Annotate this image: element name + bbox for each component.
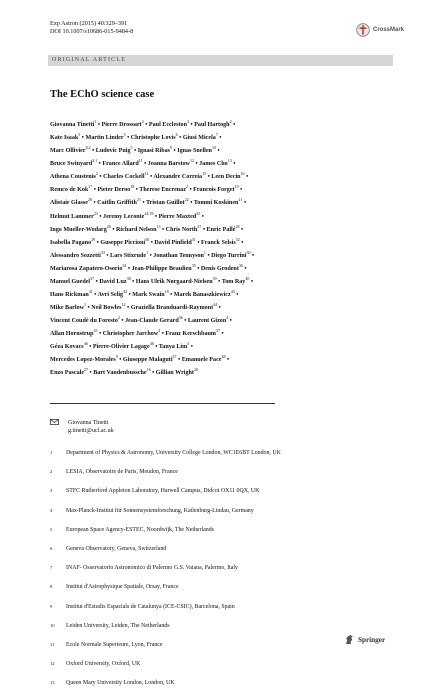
author-line: Mike Barlow$^1$ • Neil Bowles$^{12}$ • Graziella Branduardi-Raymont$^{44}$ • <box>50 302 221 312</box>
author-affiliation-ref: 25 <box>196 210 201 216</box>
author-affiliation-ref: 2 <box>141 119 144 124</box>
author-affiliation-ref: 40 <box>245 275 250 281</box>
author-name: Giuseppe Malaguti <box>122 357 173 364</box>
affiliation-number: 9 <box>50 603 53 609</box>
author-affiliation-ref: 33 <box>100 249 105 255</box>
author-affiliation-ref: 16 <box>240 171 245 177</box>
author-name: Giovanna Tinetti <box>50 122 95 129</box>
author-name: Ludovic Puig <box>95 148 131 155</box>
author-affiliation-ref: 43 <box>230 289 235 295</box>
author-line: Isabella Pagano$^{29}$ • Guseppe Piccioni$^{30}$ • David Pinfield$^{31}$ • Franck Selsis$^{32}$ • <box>50 236 244 246</box>
author-name: Tristan Guillot <box>146 200 185 207</box>
affiliation-item <box>50 680 395 699</box>
footnote-divider <box>50 403 275 404</box>
author-name: Denis Grodent <box>200 265 239 272</box>
affiliation-number: 7 <box>50 565 53 571</box>
author-name: Joanna Barstow <box>147 161 190 168</box>
author-name: David Luz <box>99 278 127 285</box>
author-name: Christophe Lovis <box>130 135 176 142</box>
author-name: Jean-Claude Gerard <box>125 318 179 325</box>
author-name: Jeremy Leconte <box>103 213 145 220</box>
affiliation-text: Max-Planck-Institut für Sonnensystemforschung, Katlenburg-Lindau, Germany <box>66 507 254 514</box>
author-name: Enric Pallé <box>206 226 236 233</box>
author-name: Vincent Coudé du Foresto <box>50 318 118 325</box>
author-line: Bruce Swinyard$^{3,1}$ • France Allard$^{11}$ • Joanna Barstow$^{12}$ • James Cho$^{13}$ • <box>50 158 236 168</box>
author-name: Paul Eccleston <box>148 122 187 129</box>
author-name: Graziella Branduardi-Raymont <box>130 305 214 312</box>
author-name: Neil Bowles <box>91 305 122 312</box>
author-name: Avri Selig <box>97 292 124 299</box>
author-line: Alistair Glasse$^{20}$ • Caitlin Griffith$^{21}$ • Tristan Guillot$^{22}$ • Tommi Koskinen$^{21}$ • <box>50 197 247 207</box>
correspondence-name: Giovanna Tinetti <box>68 420 109 426</box>
author-line: Athena Coustenis$^2$ • Charles Cockell$^{14}$ • Alexandre Correia$^{15}$ • Leen Decin$^{16}$ • <box>50 171 249 181</box>
author-affiliation-ref: 22 <box>184 197 189 203</box>
affiliation-number: 4 <box>50 507 53 513</box>
author-affiliation-ref: 36 <box>238 262 243 268</box>
author-name: Chris North <box>165 226 198 233</box>
affiliation-text: STFC Rutherford Appleton Laboratory, Harwell Campus, Didcot OX11 0QX, UK <box>66 488 260 495</box>
author-name: Lars Stixrude <box>110 252 147 259</box>
author-affiliation-ref: 24,19 <box>144 210 154 216</box>
author-name: Emanuele Pace <box>181 357 222 364</box>
author-line: Alessandro Sozzetti$^{33}$ • Lars Stixrude$^1$ • Jonathan Tennyson$^1$ • Diego Turrini$^{30}$ • <box>50 249 255 259</box>
author-affiliation-ref: 47 <box>172 354 177 360</box>
author-name: Enzo Pascale <box>50 370 85 377</box>
author-name: Therese Encrenaz <box>139 187 186 194</box>
author-line: Kate Isaak$^5$ • Martin Linder$^5$ • Christophe Lovis$^6$ • Giusi Micela$^7$ • <box>50 132 222 142</box>
author-name: Charles Cockell <box>103 174 145 181</box>
affiliation-text: Ecole Normale Superieure, Lyon, France <box>66 641 163 648</box>
author-line: Giovanna Tinetti$^1$ • Pierre Drossart$^2$ • Paul Eccleston$^3$ • Paul Hartogh$^4$ • <box>50 119 236 129</box>
author-affiliation-ref: 8,2 <box>85 145 91 151</box>
affiliation-text: Queen Mary University London, London, UK <box>66 680 175 687</box>
author-affiliation-ref: 1 <box>84 302 87 308</box>
author-affiliation-ref: 46 <box>83 341 88 347</box>
crossmark-label: CrossMark <box>373 27 405 33</box>
affiliation-text: Institut d'Estudis Espacials de Catalunya (ICE-CSIC), Barcelona, Spain <box>66 603 235 610</box>
author-affiliation-ref: 45 <box>93 328 98 334</box>
affiliation-item <box>50 584 395 603</box>
author-list <box>50 117 395 379</box>
author-affiliation-ref: 2 <box>117 315 120 321</box>
article-type: ORIGINAL ARTICLE <box>52 57 127 63</box>
author-name: Remco de Kok <box>50 187 89 194</box>
author-name: Paul Hartogh <box>194 122 230 129</box>
author-name: Alessandro Sozzetti <box>50 252 101 259</box>
author-name: Jonathan Tennyson <box>153 252 204 259</box>
affiliation-item <box>50 450 395 469</box>
author-affiliation-ref: 48 <box>221 354 226 360</box>
author-affiliation-ref: 4 <box>158 328 161 334</box>
author-name: Pierre Drossart <box>101 122 142 129</box>
affiliation-item <box>50 527 395 546</box>
author-affiliation-ref: 19 <box>234 184 239 190</box>
author-name: Alexandre Correia <box>153 174 203 181</box>
author-affiliation-ref: 5 <box>123 132 126 138</box>
affiliation-text: Institut d'Astrophysique Spatiale, Orsay, France <box>66 584 179 591</box>
affiliation-number: 12 <box>50 661 55 667</box>
author-name: France Allard <box>102 161 139 168</box>
author-name: Allan Hornstrup <box>50 331 94 338</box>
author-affiliation-ref: 1 <box>203 249 206 255</box>
author-affiliation-ref: 10 <box>211 145 216 151</box>
author-affiliation-ref: 14 <box>144 171 149 177</box>
author-name: Hans Ulrik Nørgaard-Nielsen <box>135 278 213 285</box>
journal-citation: Exp Astron (2015) 40:329–391 <box>50 20 128 27</box>
author-affiliation-ref: 18 <box>164 289 169 295</box>
author-name: Bruce Swinyard <box>50 161 93 168</box>
author-name: Mariarosa Zapatero-Osorio <box>50 265 123 272</box>
author-affiliation-ref: 27 <box>84 367 89 373</box>
author-line: Géza Kovacs$^{46}$ • Pierre-Olivier Lagage$^{46}$ • Tanya Lim$^3$ • <box>50 341 193 351</box>
affiliation-text: INAF- Osservatorio Astronomico di Palermo G.S. Vaiana, Palermo, Italy <box>66 565 239 572</box>
author-affiliation-ref: 38 <box>126 275 131 281</box>
author-name: Pieter Deroo <box>97 187 131 194</box>
author-name: Franck Selsis <box>200 239 236 246</box>
affiliation-number: 10 <box>50 622 55 628</box>
author-name: Athena Coustenis <box>50 174 96 181</box>
springer-horse-icon <box>344 634 355 645</box>
correspondence-email[interactable]: g.tinetti@ucl.ac.uk <box>68 428 114 434</box>
author-affiliation-ref: 9 <box>170 145 173 151</box>
author-name: Bart Vandenbussche <box>93 370 147 377</box>
author-name: Mark Swain <box>132 292 165 299</box>
author-affiliation-ref: 46 <box>149 341 154 347</box>
author-name: Giusi Micela <box>182 135 216 142</box>
author-name: Mike Barlow <box>50 305 85 312</box>
affiliation-text: European Space Agency-ESTEC, Noordwijk, The Netherlands <box>66 526 214 533</box>
author-affiliation-ref: 29 <box>91 236 96 242</box>
author-line: Mercedes Lopez-Morales$^9$ • Giuseppe Malaguti$^{47}$ • Emanuele Pace$^{48}$ • <box>50 354 230 364</box>
author-affiliation-ref: 28 <box>235 223 240 229</box>
author-name: Christopher Jarchow <box>102 331 159 338</box>
author-affiliation-ref: 20 <box>193 367 198 373</box>
author-name: Manuel Guedel <box>50 278 91 285</box>
publisher-logo <box>344 634 385 645</box>
author-name: Leen Decin <box>211 174 241 181</box>
author-affiliation-ref: 30 <box>246 249 251 255</box>
crossmark-badge[interactable] <box>356 23 404 37</box>
author-affiliation-ref: 44 <box>213 302 218 308</box>
author-affiliation-ref: 2 <box>95 171 98 177</box>
author-affiliation-ref: 30 <box>145 236 150 242</box>
author-name: Gillian Wright <box>155 370 194 377</box>
author-affiliation-ref: 3 <box>187 341 190 347</box>
author-affiliation-ref: 5 <box>78 132 81 138</box>
author-affiliation-ref: 21 <box>136 197 141 203</box>
author-affiliation-ref: 37 <box>215 328 220 334</box>
affiliation-number: 5 <box>50 526 53 532</box>
author-name: David Pinfield <box>154 239 192 246</box>
author-name: Francois Forget <box>193 187 235 194</box>
affiliation-number: 13 <box>50 680 55 686</box>
author-affiliation-ref: 41 <box>88 289 93 295</box>
author-line: Allan Hornstrup$^{45}$ • Christopher Jarchow$^4$ • Franz Kerschbaum$^{37}$ • <box>50 328 224 338</box>
author-name: Caitlin Griffith <box>97 200 137 207</box>
author-affiliation-ref: 26 <box>106 223 111 229</box>
journal-doi: DOI 10.1007/s10686-015-9484-8 <box>50 27 134 35</box>
affiliation-text: LESIA, Observatoire de Paris, Meudon, France <box>66 469 178 476</box>
author-affiliation-ref: 21 <box>238 197 243 203</box>
author-affiliation-ref: 35 <box>191 262 196 268</box>
author-name: Hans Rickman <box>50 292 89 299</box>
affiliation-item <box>50 546 395 565</box>
author-name: Jean-Philippe Beaulieu <box>131 265 192 272</box>
author-affiliation-ref: 31 <box>191 236 196 242</box>
author-name: Ignas Snellen <box>177 148 212 155</box>
author-line: Mariarosa Zapatero-Osorio$^{34}$ • Jean-Philippe Beaulieu$^{35}$ • Denis Grodent$^{36}$ • <box>50 262 247 272</box>
author-name: Franz Kerschbaum <box>165 331 216 338</box>
affiliation-text: Oxford University, Oxford, UK <box>66 661 141 668</box>
author-affiliation-ref: 1 <box>146 249 149 255</box>
author-affiliation-ref: 13 <box>227 158 232 164</box>
author-name: Helmut Lammer <box>50 213 94 220</box>
author-line: Marc Ollivier$^{8,2}$ • Ludovic Puig$^5$ • Ignasi Ribas$^9$ • Ignas Snellen$^{10}$ • <box>50 145 220 155</box>
author-affiliation-ref: 11 <box>138 158 143 164</box>
author-affiliation-ref: 4 <box>226 315 229 321</box>
affiliation-item <box>50 469 395 488</box>
author-affiliation-ref: 12 <box>121 302 126 308</box>
author-name: Mercedes Lopez-Morales <box>50 357 116 364</box>
author-name: Alistair Glasse <box>50 200 88 207</box>
author-affiliation-ref: 32 <box>235 236 240 242</box>
author-affiliation-ref: 12 <box>189 158 194 164</box>
author-affiliation-ref: 37 <box>90 275 95 281</box>
author-name: Isabella Pagano <box>50 239 92 246</box>
affiliation-item <box>50 488 395 507</box>
author-line: Ingo Mueller-Wodarg$^{26}$ • Richard Nelson$^{13}$ • Chris North$^{27}$ • Enric Pallé$^{28}$ • <box>50 223 244 233</box>
author-name: Tanya Lim <box>158 344 188 351</box>
author-line: Vincent Coudé du Foresto$^2$ • Jean-Claude Gerard$^{36}$ • Laurent Gizon$^4$ • <box>50 315 232 325</box>
author-affiliation-ref: 5 <box>130 145 133 151</box>
author-affiliation-ref: 42 <box>123 289 128 295</box>
author-affiliation-ref: 6 <box>175 132 178 138</box>
author-name: Guseppe Piccioni <box>100 239 146 246</box>
publisher-name: Springer <box>358 635 386 644</box>
author-affiliation-ref: 16 <box>146 367 151 373</box>
author-name: Laurent Gizon <box>187 318 227 325</box>
affiliation-item <box>50 604 395 623</box>
author-name: James Cho <box>199 161 228 168</box>
author-name: Marek Banaszkiewicz <box>173 292 231 299</box>
affiliation-item <box>50 508 395 527</box>
affiliation-number: 3 <box>50 488 53 494</box>
author-name: Martin Linder <box>85 135 124 142</box>
author-line: Hans Rickman$^{41}$ • Avri Selig$^{42}$ • Mark Swain$^{18}$ • Marek Banaszkiewicz$^{43}$ • <box>50 289 239 299</box>
author-affiliation-ref: 39 <box>212 275 217 281</box>
affiliation-number: 11 <box>50 641 55 647</box>
author-affiliation-ref: 27 <box>197 223 202 229</box>
author-affiliation-ref: 4 <box>229 119 232 124</box>
affiliation-text: Department of Physics & Astronomy, University College London, WC1E6BT London, UK <box>66 450 281 456</box>
crossmark-icon <box>356 23 370 37</box>
author-name: Kate Isaak <box>50 135 79 142</box>
author-name: Diego Turrini <box>211 252 247 259</box>
author-name: Ingo Mueller-Wodarg <box>50 226 107 233</box>
affiliation-text: Leiden University, Leiden, The Netherlands <box>66 622 170 629</box>
author-affiliation-ref: 15 <box>202 171 207 177</box>
author-affiliation-ref: 34 <box>122 262 127 268</box>
author-name: Tom Ray <box>221 278 246 285</box>
envelope-icon <box>50 419 59 425</box>
affiliation-number: 6 <box>50 545 53 551</box>
author-name: Richard Nelson <box>116 226 157 233</box>
author-name: Pierre Maxted <box>158 213 197 220</box>
author-affiliation-ref: 36 <box>178 315 183 321</box>
author-name: Pierre-Olivier Lagage <box>92 344 150 351</box>
article-title: The EChO science case <box>50 89 155 100</box>
author-line: Remco de Kok$^{17}$ • Pieter Deroo$^{18}$ • Therese Encrenaz$^2$ • Francois Forget$^{19}$ • <box>50 184 243 194</box>
author-name: Marc Ollivier <box>50 148 86 155</box>
author-affiliation-ref: 1 <box>94 119 97 124</box>
author-affiliation-ref: 13 <box>156 223 161 229</box>
author-affiliation-ref: 23 <box>93 210 98 216</box>
correspondence <box>50 419 114 435</box>
author-affiliation-ref: 3,1 <box>92 158 98 164</box>
affiliation-list <box>50 450 395 699</box>
author-affiliation-ref: 20 <box>87 197 92 203</box>
affiliation-number: 1 <box>50 450 53 455</box>
author-name: Géza Kovacs <box>50 344 84 351</box>
affiliation-number: 2 <box>50 469 53 475</box>
author-name: Tommi Koskinen <box>193 200 239 207</box>
author-name: Ignasi Ribas <box>137 148 171 155</box>
author-line: Enzo Pascale$^{27}$ • Bart Vandenbussche$^{16}$ • Gillian Wright$^{20}$ <box>50 367 198 377</box>
article-type-bar <box>48 55 393 66</box>
author-line: Helmut Lammer$^{23}$ • Jeremy Leconte$^{24,19}$ • Pierre Maxted$^{25}$ • <box>50 210 204 220</box>
author-line: Manuel Guedel$^{37}$ • David Luz$^{38}$ • Hans Ulrik Nørgaard-Nielsen$^{39}$ • Tom Ray$^{40}$ • <box>50 275 254 285</box>
affiliation-item <box>50 661 395 680</box>
author-affiliation-ref: 9 <box>115 354 118 360</box>
author-affiliation-ref: 2 <box>185 184 188 190</box>
journal-info <box>50 20 133 35</box>
author-affiliation-ref: 17 <box>88 184 93 190</box>
author-affiliation-ref: 3 <box>187 119 189 124</box>
author-affiliation-ref: 18 <box>130 184 135 190</box>
affiliation-item <box>50 565 395 584</box>
affiliation-number: 8 <box>50 584 53 590</box>
author-affiliation-ref: 7 <box>215 132 218 138</box>
affiliation-text: Geneva Observatory, Geneva, Switzerland <box>66 545 167 552</box>
